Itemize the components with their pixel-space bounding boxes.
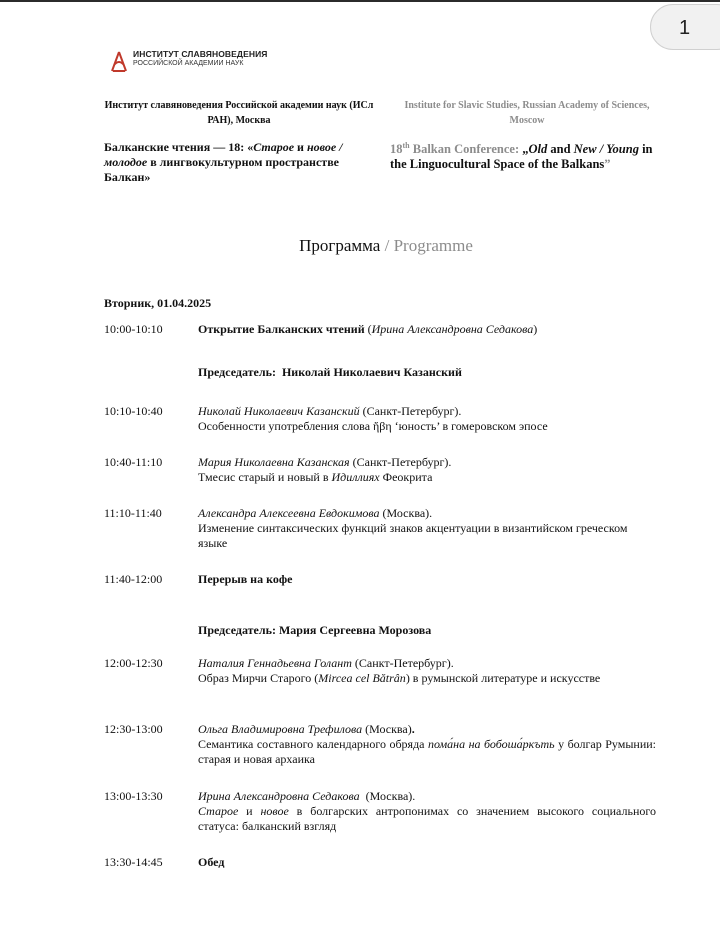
conference-title-ru: Балканские чтения — 18: «Старое и новое / молодое в лингвокультурном пространстве Балкан»	[104, 140, 343, 184]
institute-name-ru: Институт славяноведения Российской академии наук (ИСл РАН), Москва	[104, 100, 374, 126]
session-time: 10:00-10:10	[104, 322, 163, 336]
talk-topic: Тмесис старый и новый в Идиллиях Феокрита	[198, 470, 433, 484]
logo-line-2: РОССИЙСКОЙ АКАДЕМИИ НАУК	[133, 60, 244, 67]
speaker-name: Мария Николаевна Казанская	[198, 455, 350, 469]
conference-title-en: 18th Balkan Conference: „Old and New / Young in the Linguocultural Space of the Balkans”	[390, 141, 653, 172]
speaker-name: Наталия Геннадьевна Голант	[198, 656, 352, 670]
talk-topic: Семантика составного календарного обряда пома́на на бобоша́ркъть у болгар Румынии: старая и новая архаика	[198, 737, 656, 766]
logo-line-1: ИНСТИТУТ СЛАВЯНОВЕДЕНИЯ	[133, 49, 268, 59]
speaker-name: Николай Николаевич Казанский	[198, 404, 360, 418]
talk-topic: Особенности употребления слова ἥβη ‘юность’ в гомеровском эпосе	[198, 419, 548, 433]
session-time: 12:00-12:30	[104, 656, 163, 670]
speaker-name: Ольга Владимировна Трефилова	[198, 722, 363, 736]
logo-emblem-icon	[110, 51, 128, 73]
top-border	[0, 0, 720, 2]
institute-logo	[110, 49, 268, 73]
session-time: 10:40-11:10	[104, 455, 163, 469]
session-time: 11:10-11:40	[104, 506, 162, 520]
talk-topic: Старое и новое в болгарских антропонимах со значением высокого социального статуса: балканский взгляд	[198, 804, 656, 833]
talk-topic: Образ Мирчи Старого (Mircea cel Bătrân) в румынской литературе и искусстве	[198, 671, 601, 685]
programme-heading: Программа / Programme	[299, 236, 473, 255]
speaker-name: Ирина Александровна Седакова	[198, 789, 360, 803]
session-time: 11:40-12:00	[104, 572, 163, 586]
session-time: 12:30-13:00	[104, 722, 163, 736]
speaker-name: Александра Алексеевна Евдокимова	[198, 506, 380, 520]
session-time: 13:30-14:45	[104, 855, 163, 869]
page-number: 1	[679, 17, 691, 39]
institute-name-en: Institute for Slavic Studies, Russian Academy of Sciences, Moscow	[404, 100, 650, 126]
page-number-badge[interactable]	[650, 4, 720, 50]
session-time: 10:10-10:40	[104, 404, 163, 418]
talk-topic: Изменение синтаксических функций знаков акцентуации в византийском греческом языке	[198, 521, 628, 550]
session-time: 13:00-13:30	[104, 789, 163, 803]
day-heading: Вторник, 01.04.2025	[104, 296, 212, 310]
